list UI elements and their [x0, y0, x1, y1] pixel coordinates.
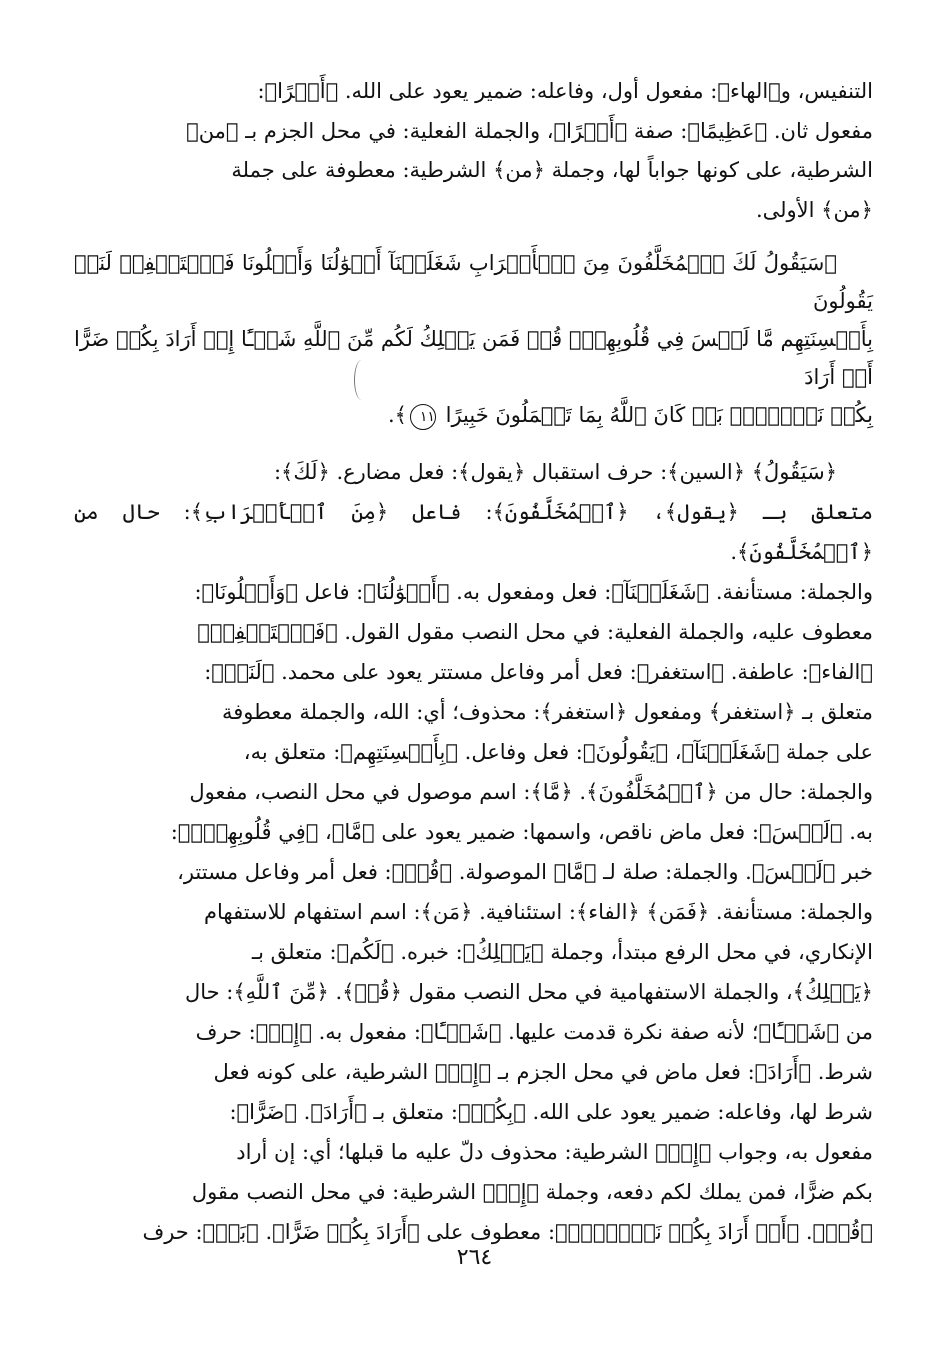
- text-line: مفعول ثان. ﴿عَظِيمًا﴾: صفة ﴿أَجۡرًا﴾، والجملة الفعلية: في محل الجزم بـ ﴿من﴾: [186, 118, 873, 143]
- text-line: ﴿من﴾ الأولى.: [755, 197, 873, 222]
- page-number: ٢٦٤: [456, 1245, 493, 1270]
- quran-verse: [74, 244, 873, 434]
- text-line: التنفيس، و﴿الهاء﴾: مفعول أول، وفاعله: ضمير يعود على الله. ﴿أَجۡرًا﴾:: [257, 79, 873, 103]
- text-line: متعلق بـ ﴿استغفر﴾ ومفعول ﴿استغفر﴾: محذوف؛ أي: الله، والجملة معطوفة: [221, 700, 873, 724]
- verse-text: بِكُمۡ نَفۡعَۢاۚ بَلۡ كَانَ ٱللَّهُ بِمَا تَعۡمَلُونَ خَبِيرًا: [445, 403, 873, 427]
- text-line: بكم ضرًّا، فمن يملك لكم دفعه، وجملة ﴿إِنۡ﴾ الشرطية: في محل النصب مقول: [191, 1180, 873, 1204]
- text-line: معطوف عليه، والجملة الفعلية: في محل النصب مقول القول. ﴿فَٱسۡتَغۡفِرۡ﴾: [197, 620, 873, 644]
- text-line: متعلق بـ ﴿يقول﴾، ﴿ٱلۡمُخَلَّفُونَ﴾: فاعل ﴿مِنَ ٱلۡأَعۡرَابِ﴾: حال من ﴿ٱلۡمُخَلَّفُونَ﴾.: [74, 500, 873, 564]
- text-line: من ﴿شَيۡـًٔا﴾؛ لأنه صفة نكرة قدمت عليها. ﴿شَيۡـًٔا﴾: مفعول به. ﴿إِنۡ﴾: حرف: [195, 1020, 873, 1044]
- text-line: ﴿سَيَقُولُ﴾ ﴿السين﴾: حرف استقبال ﴿يقول﴾: فعل مضارع. ﴿لَكَ﴾:: [273, 460, 837, 484]
- text-line: الشرطية، على كونها جواباً لها، وجملة ﴿من﴾ الشرطية: معطوفة على جملة: [231, 158, 873, 182]
- text-line: والجملة: مستأنفة. ﴿شَغَلَتۡنَآ﴾: فعل ومفعول به. ﴿أَمۡوَٰلُنَا﴾: فاعل ﴿وَأَهۡلُونَا﴾:: [194, 580, 873, 604]
- text-line: شرط لها، وفاعله: ضمير يعود على الله. ﴿بِكُمۡ﴾: متعلق بـ ﴿أَرَادَ﴾. ﴿ضَرًّا﴾:: [229, 1100, 873, 1124]
- text-line: به. ﴿لَيۡسَ﴾: فعل ماض ناقص، واسمها: ضمير يعود على ﴿مَّا﴾، ﴿فِي قُلُوبِهِمۡۚ﴾:: [170, 820, 873, 844]
- text-line: الإنكاري، في محل الرفع مبتدأ، وجملة ﴿يَمۡلِكُ﴾: خبره. ﴿لَكُم﴾: متعلق بـ: [251, 940, 873, 964]
- margin-pencil-mark: [354, 360, 369, 400]
- verse-line: [74, 396, 873, 434]
- text-line: مفعول به، وجواب ﴿إِنۡ﴾ الشرطية: محذوف دلّ عليه ما قبلها؛ أي: إن أراد: [236, 1140, 873, 1164]
- text-line: ﴿قُلۡ﴾. ﴿أَوۡ أَرَادَ بِكُمۡ نَفۡعَۢاۚ﴾: معطوف على ﴿أَرَادَ بِكُمۡ ضَرًّا﴾. ﴿بَلۡ﴾: حرف: [142, 1220, 873, 1244]
- verse-closing: ﴾.: [387, 403, 407, 427]
- verse-number-badge: ١١: [410, 404, 436, 430]
- text-line: والجملة: حال من ﴿ٱلۡمُخَلَّفُونَ﴾. ﴿مَّا﴾: اسم موصول في محل النصب، مفعول: [189, 780, 873, 804]
- text-line: شرط. ﴿أَرَادَ﴾: فعل ماض في محل الجزم بـ ﴿إِنۡ﴾ الشرطية، على كونه فعل: [213, 1060, 873, 1084]
- grammatical-analysis: [74, 452, 873, 1252]
- paragraph-continuation: [74, 72, 873, 230]
- verse-line: بِأَلۡسِنَتِهِم مَّا لَيۡسَ فِي قُلُوبِهِمۡۚ قُلۡ فَمَن يَمۡلِكُ لَكُم مِّنَ ٱللَّهِ شَيۡـًٔا إِنۡ أَرَادَ بِكُمۡ ضَرًّا أَوۡ أَرَادَ: [74, 327, 873, 389]
- text-line: ﴿الفاء﴾: عاطفة. ﴿استغفر﴾: فعل أمر وفاعل مستتر يعود على محمد. ﴿لَنَاۚ﴾:: [204, 660, 873, 684]
- text-line: خبر ﴿لَيۡسَ﴾. والجملة: صلة لـ ﴿مَّا﴾ الموصولة. ﴿قُلۡ﴾: فعل أمر وفاعل مستتر،: [177, 860, 873, 884]
- text-line: ﴿يَمۡلِكُ﴾، والجملة الاستفهامية في محل النصب مقول ﴿قُلۡ﴾. ﴿مِّنَ ٱللَّهِ﴾: حال: [184, 980, 873, 1004]
- verse-line: ﴿سَيَقُولُ لَكَ ٱلۡمُخَلَّفُونَ مِنَ ٱلۡأَعۡرَابِ شَغَلَتۡنَآ أَمۡوَٰلُنَا وَأَهۡلُونَا فَٱسۡتَغۡفِرۡ لَنَاۚ يَقُولُونَ: [74, 251, 873, 313]
- text-line: على جملة ﴿شَغَلَتۡنَآ﴾، ﴿يَقُولُونَ﴾: فعل وفاعل. ﴿بِأَلۡسِنَتِهِم﴾: متعلق به،: [243, 740, 873, 764]
- text-line: والجملة: مستأنفة. ﴿فَمَن﴾ ﴿الفاء﴾: استئنافية. ﴿مَن﴾: اسم استفهام للاستفهام: [204, 900, 873, 924]
